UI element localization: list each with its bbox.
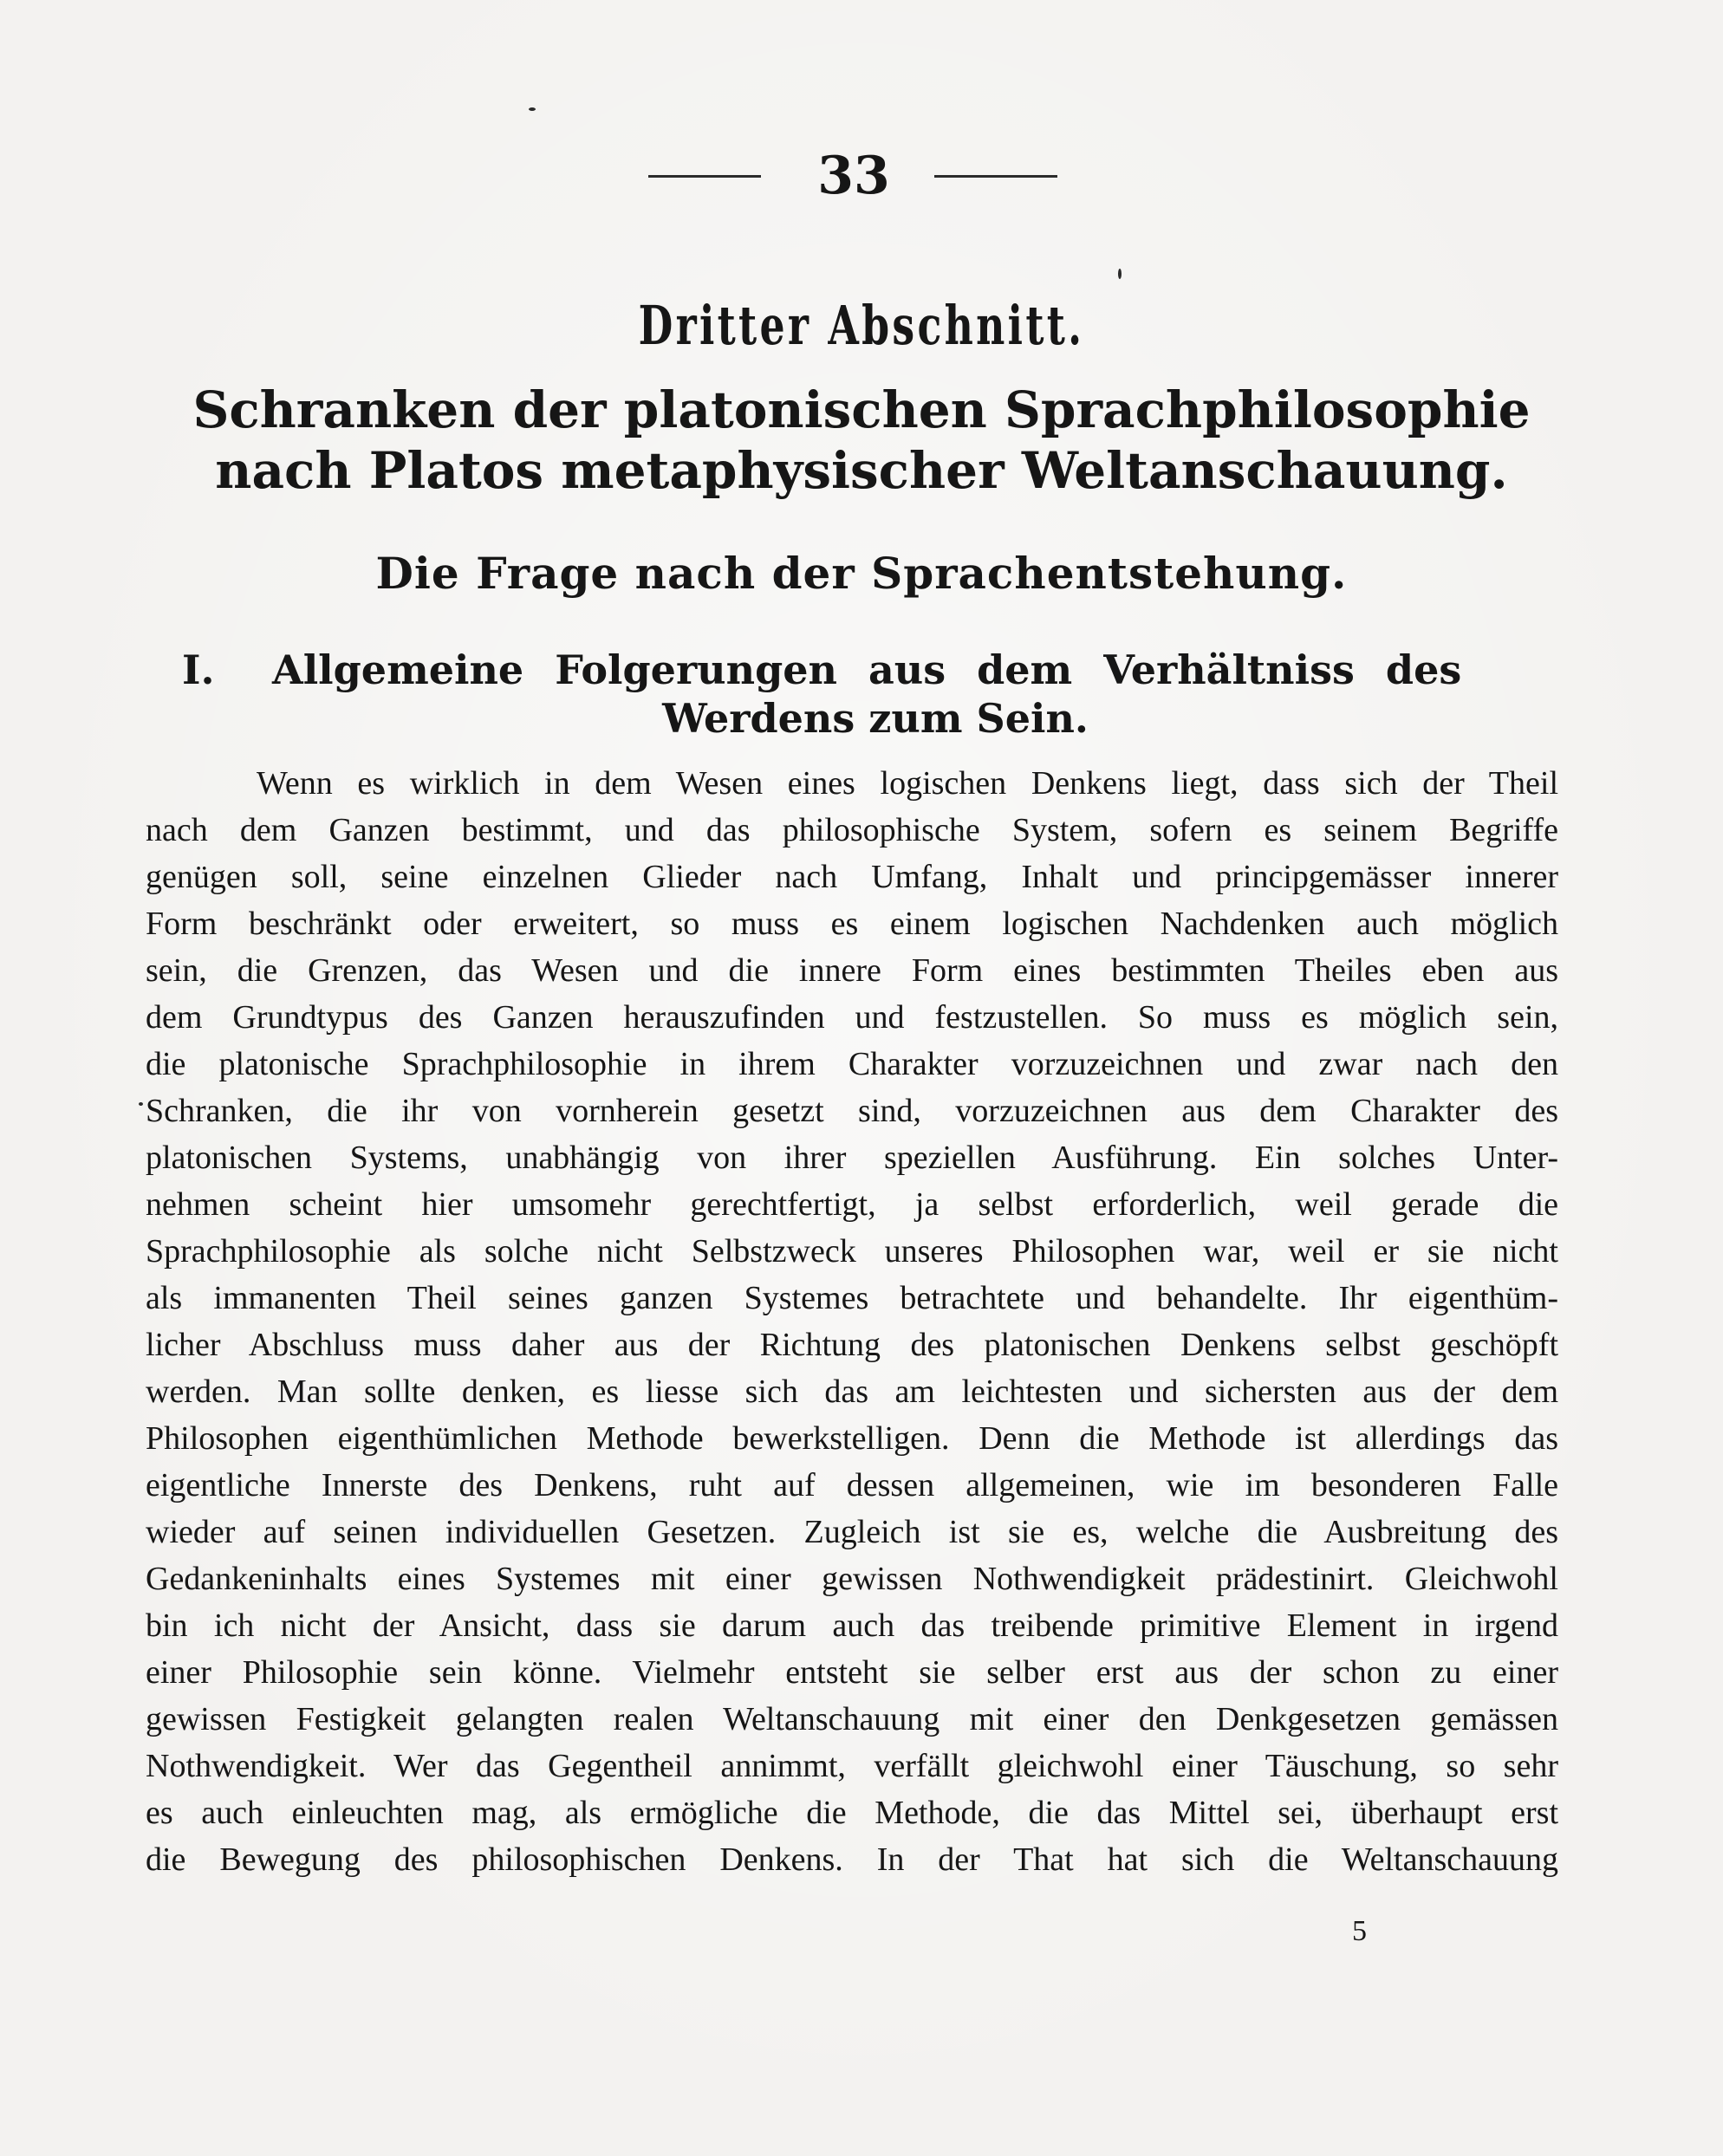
signature-mark: 5 bbox=[1352, 1915, 1367, 1947]
body-line: dem Grundtypus des Ganzen herauszufinden und festzustellen. So muss es möglich sein, bbox=[146, 999, 1558, 1036]
body-line: Gedankeninhalts eines Systemes mit einer gewissen Nothwendigkeit prädestinirt. Gleichwohl bbox=[146, 1561, 1558, 1597]
page-number: 33 bbox=[817, 146, 890, 206]
body-line: nach dem Ganzen bestimmt, und das philosophische System, sofern es seinem Begriffe bbox=[146, 812, 1558, 848]
body-line: wieder auf seinen individuellen Gesetzen. Zugleich ist sie es, welche die Ausbreitung des bbox=[146, 1514, 1558, 1550]
body-line: Schranken, die ihr von vornherein gesetzt sind, vorzuzeichnen aus dem Charakter des bbox=[146, 1093, 1558, 1129]
subsection-title-line-2: Werdens zum Sein. bbox=[662, 695, 1089, 742]
body-line: licher Abschluss muss daher aus der Richtung des platonischen Denkens selbst geschöpft bbox=[146, 1327, 1558, 1363]
subsection-title-line-1: Allgemeine Folgerungen aus dem Verhältniss des bbox=[272, 646, 1462, 693]
body-line: als immanenten Theil seines ganzen Systemes betrachtete und behandelte. Ihr eigenthüm- bbox=[146, 1280, 1558, 1316]
body-line: die Bewegung des philosophischen Denkens. In der That hat sich die Weltanschauung bbox=[146, 1841, 1558, 1878]
body-line: es auch einleuchten mag, als ermögliche die Methode, die das Mittel sei, überhaupt erst bbox=[146, 1795, 1558, 1831]
body-line: nehmen scheint hier umsomehr gerechtfertigt, ja selbst erforderlich, weil gerade die bbox=[146, 1186, 1558, 1223]
body-line: einer Philosophie sein könne. Vielmehr entsteht sie selber erst aus der schon zu einer bbox=[146, 1654, 1558, 1691]
body-line: eigentliche Innerste des Denkens, ruht auf dessen allgemeinen, wie im besonderen Falle bbox=[146, 1467, 1558, 1503]
main-title: Schranken der platonischen Sprachphilosophie nach Platos metaphysischer Weltanschauung. bbox=[192, 380, 1531, 500]
page-header bbox=[0, 146, 1723, 206]
section-title: Dritter Abschnitt. bbox=[638, 294, 1085, 357]
body-line: bin ich nicht der Ansicht, dass sie darum auch das treibende primitive Element in irgend bbox=[146, 1607, 1558, 1644]
print-speck bbox=[1118, 269, 1122, 279]
body-line: genügen soll, seine einzelnen Glieder nach Umfang, Inhalt und principgemässer innerer bbox=[146, 859, 1558, 895]
body-line: sein, die Grenzen, das Wesen und die innere Form eines bestimmten Theiles eben aus bbox=[146, 952, 1558, 989]
body-line: Wenn es wirklich in dem Wesen eines logischen Denkens liegt, dass sich der Theil bbox=[257, 765, 1558, 802]
body-line: platonischen Systems, unabhängig von ihrer speziellen Ausführung. Ein solches Unter- bbox=[146, 1140, 1558, 1176]
body-line: Form beschränkt oder erweitert, so muss es einem logischen Nachdenken auch möglich bbox=[146, 906, 1558, 942]
header-rule-left bbox=[648, 175, 761, 178]
body-line: werden. Man sollte denken, es liesse sich das am leichtesten und sichersten aus der dem bbox=[146, 1373, 1558, 1410]
body-line: Sprachphilosophie als solche nicht Selbstzweck unseres Philosophen war, weil er sie nicht bbox=[146, 1233, 1558, 1270]
body-line: gewissen Festigkeit gelangten realen Weltanschauung mit einer den Denkgesetzen gemässen bbox=[146, 1701, 1558, 1737]
header-rule-right bbox=[934, 175, 1057, 178]
body-line: die platonische Sprachphilosophie in ihrem Charakter vorzuzeichnen und zwar nach den bbox=[146, 1046, 1558, 1082]
subtitle: Die Frage nach der Sprachentstehung. bbox=[375, 548, 1348, 599]
body-line: Philosophen eigenthümlichen Methode bewerkstelligen. Denn die Methode ist allerdings das bbox=[146, 1420, 1558, 1457]
print-speck bbox=[139, 1102, 143, 1106]
print-speck bbox=[529, 107, 536, 111]
subsection-number: I. bbox=[182, 646, 215, 693]
body-line: Nothwendigkeit. Wer das Gegentheil annimmt, verfällt gleichwohl einer Täuschung, so sehr bbox=[146, 1748, 1558, 1784]
